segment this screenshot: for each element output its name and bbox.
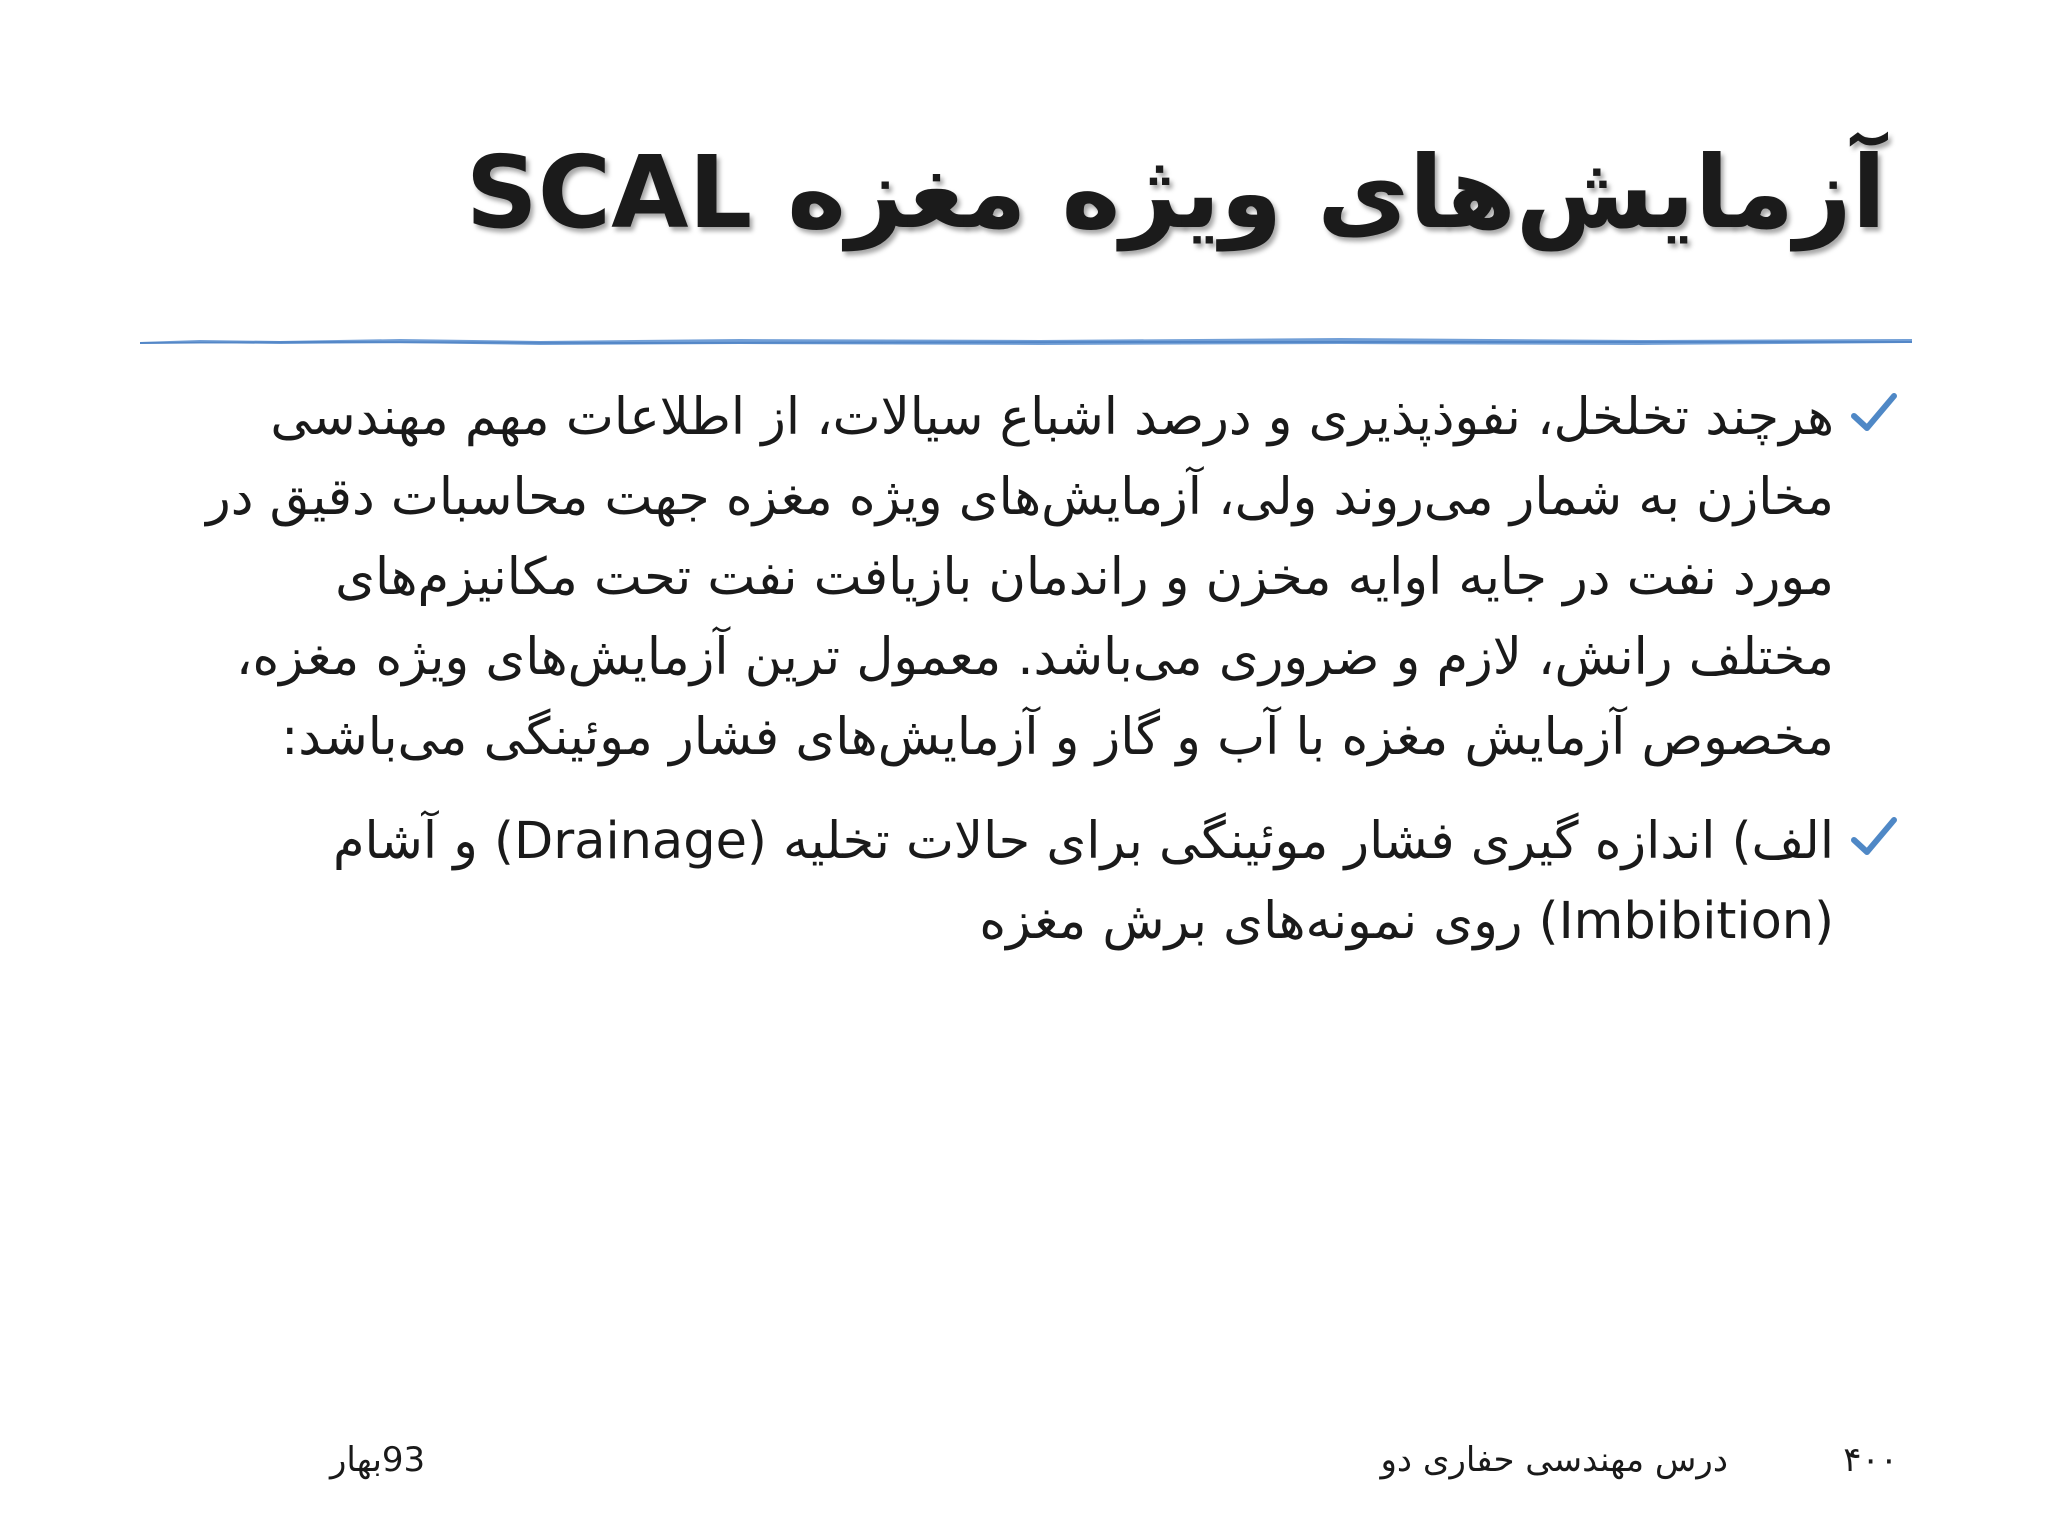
bullet-list: [180, 378, 1900, 986]
check-icon: [1848, 388, 1900, 440]
title-underline: [140, 334, 1912, 348]
bullet-item: [180, 378, 1900, 778]
check-icon: [1848, 812, 1900, 864]
footer-course-name: درس مهندسی حفاری دو: [1380, 1440, 1728, 1480]
bullet-text: هرچند تخلخل، نفوذپذیری و درصد اشباع سیالات، از اطلاعات مهم مهندسی مخازن به شمار می‌روند ولی، آزمایش‌های ویژه مغزه جهت محاسبات دقیق در مورد نفت در جایه اوایه مخزن و راندمان بازیافت نفت تحت مکانیزم‌های مختلف رانش، لازم و ضروری می‌باشد. معمول ترین آزمایش‌های ویژه مغزه، مخصوص آزمایش مغزه با آب و گاز و آزمایش‌های فشار موئینگی می‌باشد:: [206, 388, 1834, 767]
footer-date: 93بهار: [330, 1440, 426, 1480]
bullet-item: [180, 802, 1900, 962]
footer-page-number: ۴۰۰: [1843, 1440, 1898, 1480]
slide-title: آزمایش‌های ویژه مغزه SCAL: [465, 134, 1886, 251]
bullet-text: الف) اندازه گیری فشار موئینگی برای حالات تخلیه (Drainage) و آشام (Imbibition) روی نمونه‌های برش مغزه: [332, 812, 1834, 951]
